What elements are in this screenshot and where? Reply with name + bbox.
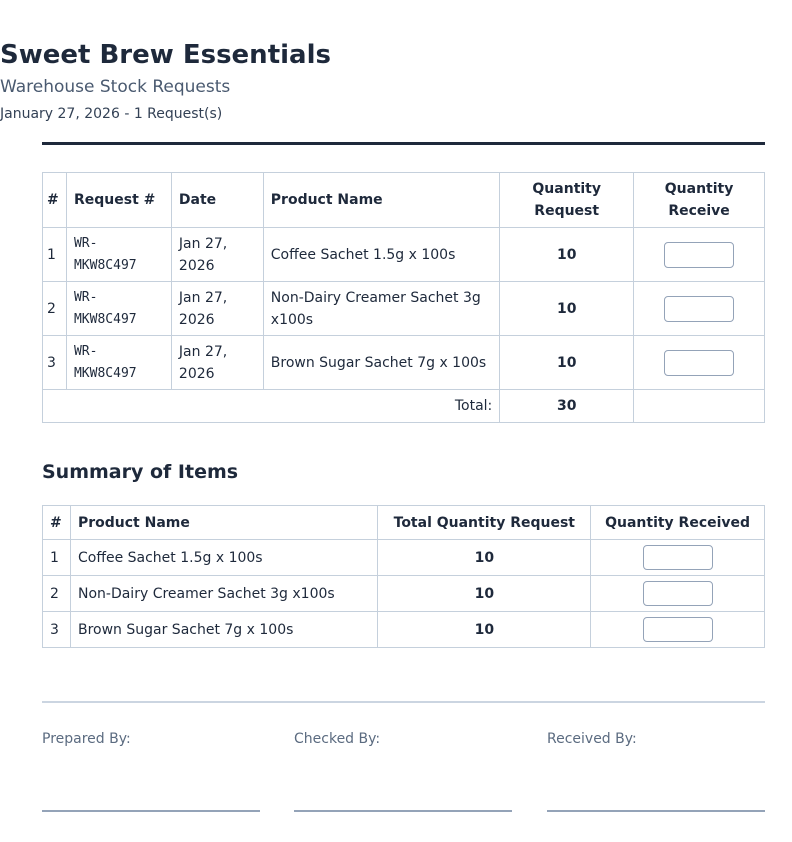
request-no-part2: MKW8C497	[73, 257, 137, 273]
row-qty-receive-cell	[634, 228, 765, 282]
row-num: 2	[43, 282, 67, 336]
request-no-part1: WR-	[73, 289, 98, 305]
row-qty-request: 10	[500, 228, 634, 282]
signature-prepared-label: Prepared By:	[42, 731, 131, 747]
signature-checked-line	[294, 810, 512, 812]
qty-received-input[interactable]	[643, 617, 713, 642]
table-row	[43, 540, 765, 576]
date-part2: 2026	[178, 365, 215, 382]
col-header-num: #	[43, 506, 71, 540]
row-qty-request: 10	[500, 336, 634, 390]
col-header-qty-receive-line1: Quantity	[664, 181, 734, 197]
col-header-qty-received: Quantity Received	[591, 506, 765, 540]
qty-received-input[interactable]	[643, 581, 713, 606]
table-row	[43, 336, 765, 390]
total-value: 30	[500, 390, 634, 423]
col-header-qty-request-line2: Request	[534, 203, 600, 219]
date-part1: Jan 27,	[178, 343, 228, 360]
row-date	[171, 336, 263, 390]
row-product: Coffee Sachet 1.5g x 100s	[263, 228, 500, 282]
row-num: 3	[43, 336, 67, 390]
request-no-part1: WR-	[73, 343, 98, 359]
row-product: Coffee Sachet 1.5g x 100s	[70, 540, 377, 576]
date-part2: 2026	[178, 257, 215, 274]
page-title: Sweet Brew Essentials	[0, 40, 331, 70]
request-no-part1: WR-	[73, 235, 98, 251]
signature-received-line	[547, 810, 765, 812]
col-header-date: Date	[171, 173, 263, 228]
row-num: 1	[43, 540, 71, 576]
qty-receive-input[interactable]	[664, 350, 734, 376]
col-header-qty-receive-line2: Receive	[668, 203, 730, 219]
row-num: 3	[43, 612, 71, 648]
row-total-qty: 10	[378, 612, 591, 648]
row-request-no	[66, 228, 171, 282]
page-subtitle: Warehouse Stock Requests	[0, 77, 231, 97]
summary-table	[42, 505, 765, 648]
signature-divider	[42, 701, 765, 703]
row-date	[171, 228, 263, 282]
qty-receive-input[interactable]	[664, 242, 734, 268]
table-row	[43, 612, 765, 648]
row-product: Non-Dairy Creamer Sachet 3g x100s	[70, 576, 377, 612]
row-num: 2	[43, 576, 71, 612]
request-meta: January 27, 2026 - 1 Request(s)	[0, 106, 223, 122]
signature-prepared-line	[42, 810, 260, 812]
col-header-product: Product Name	[70, 506, 377, 540]
row-qty-receive-cell	[634, 336, 765, 390]
col-header-num: #	[43, 173, 67, 228]
total-row	[43, 390, 765, 423]
row-product: Brown Sugar Sachet 7g x 100s	[263, 336, 500, 390]
date-part1: Jan 27,	[178, 289, 228, 306]
signature-prepared	[42, 731, 260, 747]
row-qty-request: 10	[500, 282, 634, 336]
col-header-request-no: Request #	[66, 173, 171, 228]
total-label: Total:	[43, 390, 500, 423]
col-header-qty-receive	[634, 173, 765, 228]
table-row	[43, 228, 765, 282]
row-total-qty: 10	[378, 540, 591, 576]
row-product: Brown Sugar Sachet 7g x 100s	[70, 612, 377, 648]
row-request-no	[66, 282, 171, 336]
date-part2: 2026	[178, 311, 215, 328]
table-row	[43, 282, 765, 336]
header-divider	[42, 142, 765, 145]
col-header-qty-request	[500, 173, 634, 228]
summary-heading: Summary of Items	[42, 461, 239, 483]
row-num: 1	[43, 228, 67, 282]
row-qty-receive-cell	[634, 282, 765, 336]
row-total-qty: 10	[378, 576, 591, 612]
col-header-qty-request-line1: Quantity	[532, 181, 601, 197]
row-qty-received-cell	[591, 576, 765, 612]
request-no-part2: MKW8C497	[73, 311, 137, 327]
request-table	[42, 172, 765, 423]
row-qty-received-cell	[591, 612, 765, 648]
date-part1: Jan 27,	[178, 235, 228, 252]
col-header-product: Product Name	[263, 173, 500, 228]
table-header-row	[43, 173, 765, 228]
qty-received-input[interactable]	[643, 545, 713, 570]
signature-received	[547, 731, 765, 747]
row-date	[171, 282, 263, 336]
qty-receive-input[interactable]	[664, 296, 734, 322]
signature-received-label: Received By:	[547, 731, 637, 747]
row-product: Non-Dairy Creamer Sachet 3g x100s	[263, 282, 500, 336]
row-qty-received-cell	[591, 540, 765, 576]
table-header-row	[43, 506, 765, 540]
row-request-no	[66, 336, 171, 390]
request-no-part2: MKW8C497	[73, 365, 137, 381]
signature-checked-label: Checked By:	[294, 731, 381, 747]
col-header-total-qty: Total Quantity Request	[378, 506, 591, 540]
table-row	[43, 576, 765, 612]
total-empty-cell	[634, 390, 765, 423]
signature-checked	[294, 731, 512, 747]
